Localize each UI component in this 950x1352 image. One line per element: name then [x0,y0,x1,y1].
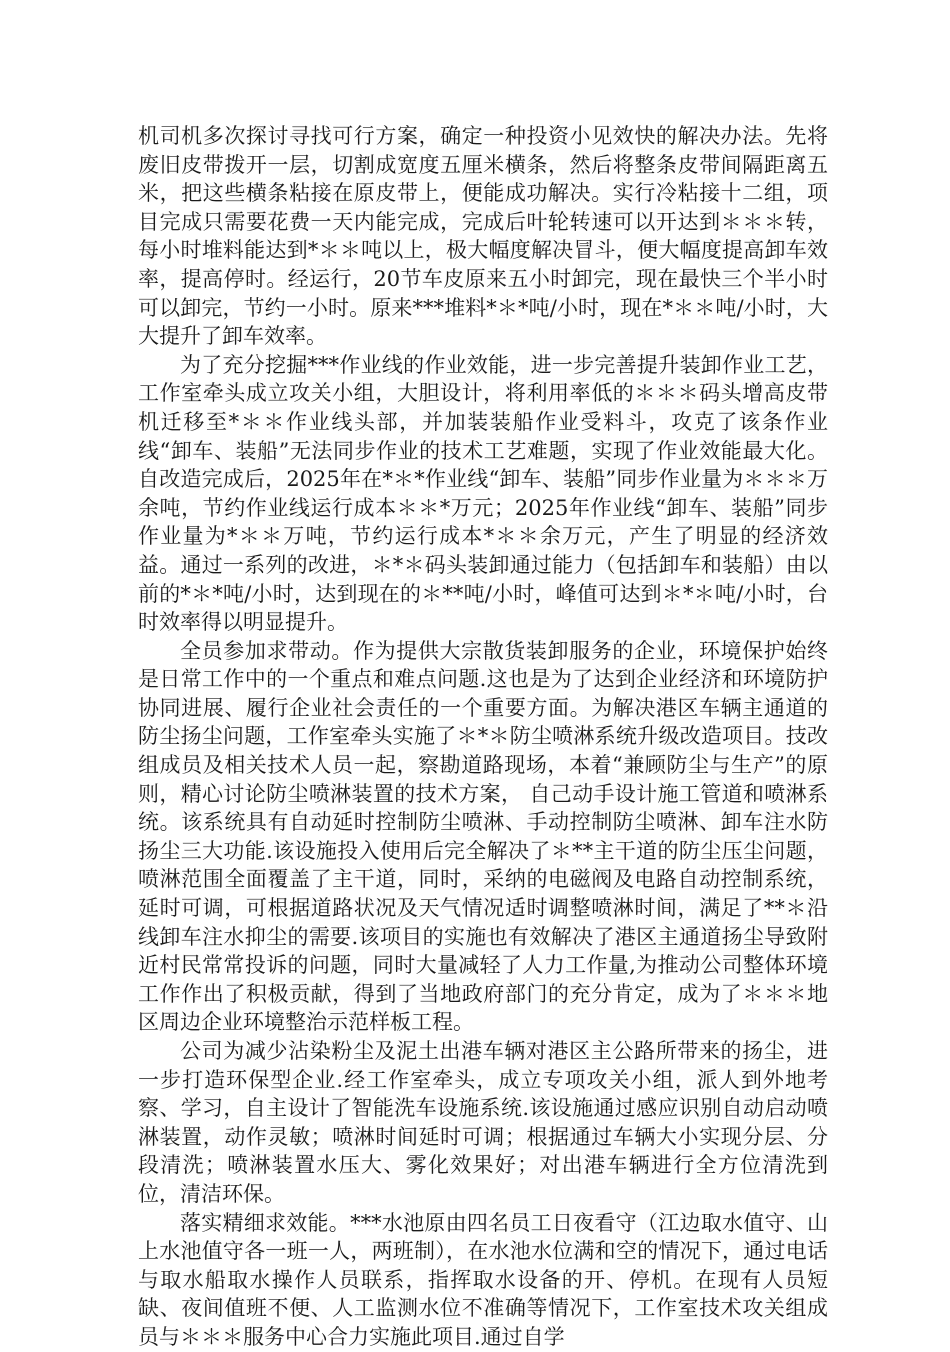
paragraph-1: 机司机多次探讨寻找可行方案，确定一种投资小见效快的解决办法。先将废旧皮带拨开一层，切割成宽度五厘米横条，然后将整条皮带间隔距离五米，把这些横条粘接在原皮带上，便能成功解决。实行冷粘接十二组，项目完成只需要花费一天内能完成，完成后叶轮转速可以开达到＊＊＊转，每小时堆料能达到*＊＊吨以上，极大幅度解决冒斗，便大幅度提高卸车效率，提高停时。经运行，20节车皮原来五小时卸完，现在最快三个半小时可以卸完，节约一小时。原来***堆料*＊*吨/小时，现在*＊＊吨/小时，大大提升了卸车效率。 [138,124,828,349]
paragraph-2: 为了充分挖掘***作业线的作业效能，进一步完善提升装卸作业工艺，工作室牵头成立攻关小组，大胆设计，将利用率低的＊＊＊码头增高皮带机迁移至*＊＊作业线头部，并加装装船作业受料斗，攻克了该条作业线“卸车、装船”无法同步作业的技术工艺难题，实现了作业效能最大化。自改造完成后，2025年在*＊*作业线“卸车、装船”同步作业量为＊＊＊万余吨，节约作业线运行成本＊＊*万元；2025年作业线“卸车、装船”同步作业量为*＊＊万吨，节约运行成本*＊＊余万元，产生了明显的经济效益。通过一系列的改进，＊*＊码头装卸通过能力（包括卸车和装船）由以前的*＊*吨/小时，达到现在的＊**吨/小时，峰值可达到＊*＊吨/小时，台时效率得以明显提升。 [138,352,828,635]
paragraph-5: 落实精细求效能。***水池原由四名员工日夜看守（江边取水值守、山上水池值守各一班一人，两班制），在水池水位满和空的情况下，通过电话与取水船取水操作人员联系，指挥取水设备的开、停机。在现有人员短缺、夜间值班不便、人工监测水位不准确等情况下，工作室技术攻关组成员与＊＊＊服务中心合力实施此项目.通过自学 [138,1210,828,1349]
document-page [138,122,828,1352]
paragraph-3: 全员参加求带动。作为提供大宗散货装卸服务的企业，环境保护始终是日常工作中的一个重点和难点问题.这也是为了达到企业经济和环境防护协同进展、履行企业社会责任的一个重要方面。为解决港区车辆主通道的防尘扬尘问题，工作室牵头实施了＊*＊防尘喷淋系统升级改造项目。技改组成员及相关技术人员一起，察勘道路现场，本着“兼顾防尘与生产”的原则，精心讨论防尘喷淋装置的技术方案， 自己动手设计施工管道和喷淋系统。该系统具有自动延时控制防尘喷淋、手动控制防尘喷淋、卸车注水防扬尘三大功能.该设施投入使用后完全解决了＊**主干道的防尘压尘问题，喷淋范围全面覆盖了主干道，同时，采纳的电磁阀及电路自动控制系统，延时可调，可根据道路状况及天气情况适时调整喷淋时间，满足了**＊沿线卸车注水抑尘的需要.该项目的实施也有效解决了港区主通道扬尘导致附近村民常常投诉的问题，同时大量减轻了人力工作量,为推动公司整体环境工作作出了积极贡献，得到了当地政府部门的充分肯定，成为了＊＊＊地区周边企业环境整治示范样板工程。 [138,638,828,1035]
paragraph-4: 公司为减少沾染粉尘及泥土出港车辆对港区主公路所带来的扬尘，进一步打造环保型企业.经工作室牵头，成立专项攻关小组，派人到外地考察、学习，自主设计了智能洗车设施系统.该设施通过感应识别自动启动喷淋装置，动作灵敏；喷淋时间延时可调；根据通过车辆大小实现分层、分段清洗；喷淋装置水压大、雾化效果好；对出港车辆进行全方位清洗到位，清洁环保。 [138,1039,828,1206]
